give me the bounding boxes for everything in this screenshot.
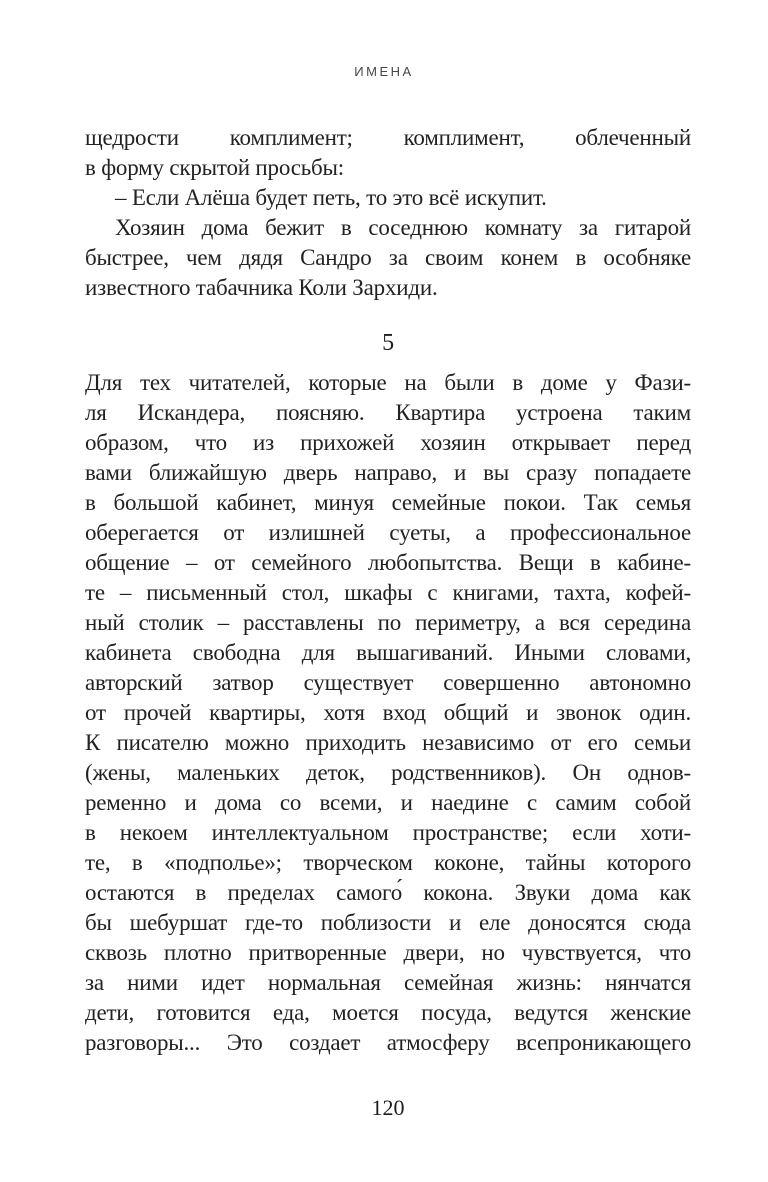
text-line: от прочей квартиры, хотя вход общий и звонок один. (85, 700, 691, 725)
text-line: авторский затвор существует совершенно автономно (85, 670, 691, 695)
text-line: образом, что из прихожей хозяин открывает перед (85, 430, 691, 455)
text-line: – Если Алёша будет петь, то это всё искупит. (115, 185, 547, 210)
paragraph (85, 183, 691, 213)
running-head: ИМЕНА (354, 64, 414, 79)
section-paragraphs (85, 368, 691, 1058)
paragraph (85, 368, 691, 1058)
text-line: сквозь плотно притворенные двери, но чувствуется, что (85, 940, 691, 965)
text-line: К писателю можно приходить независимо от его семьи (85, 730, 691, 755)
text-line: кабинета свободна для вышагиваний. Иными словами, (85, 640, 691, 665)
text-line: за ними идет нормальная семейная жизнь: нянчатся (85, 970, 691, 995)
text-line: разговоры... Это создает атмосферу всепроникающего (85, 1030, 691, 1055)
text-line: в форму скрытой просьбы: (85, 155, 344, 180)
paragraph (85, 213, 691, 303)
section-number: 5 (382, 330, 394, 356)
text-line: те – письменный стол, шкафы с книгами, тахта, кофей- (85, 580, 691, 605)
text-line: быстрее, чем дядя Сандро за своим конем в особняке (85, 245, 691, 270)
text-line: ля Искандера, поясняю. Квартира устроена таким (85, 400, 691, 425)
paragraph (85, 123, 691, 183)
text-line: щедрости комплимент; комплимент, облеченный (85, 125, 691, 150)
text-line: дети, готовится еда, моется посуда, ведутся женские (85, 1000, 691, 1025)
text-line: известного табачника Коли Зархиди. (85, 275, 438, 300)
text-column (85, 123, 691, 1123)
text-line: бы шебуршат где-то поблизости и еле доносятся сюда (85, 910, 691, 935)
intro-paragraphs (85, 123, 691, 303)
text-line: общение – от семейного любопытства. Вещи в кабине- (85, 550, 691, 575)
text-line: Для тех читателей, которые на были в доме у Фази- (85, 370, 691, 395)
text-line: остаются в пределах самого́ кокона. Звуки дома как (85, 880, 691, 905)
text-line: (жены, маленьких деток, родственников). Он однов- (85, 760, 691, 785)
text-line: Хозяин дома бежит в соседнюю комнату за гитарой (115, 215, 691, 240)
text-line: вами ближайшую дверь направо, и вы сразу попадаете (85, 460, 691, 485)
text-line: те, в «подполье»; творческом коконе, тайны которого (85, 850, 691, 875)
text-line: оберегается от излишней суеты, а профессиональное (85, 520, 691, 545)
text-line: в некоем интеллектуальном пространстве; если хоти- (85, 820, 691, 845)
text-line: ный столик – расставлены по периметру, а вся середина (85, 610, 691, 635)
text-line: ременно и дома со всеми, и наедине с самим собой (85, 790, 691, 815)
page-number: 120 (371, 1095, 405, 1120)
text-line: в большой кабинет, минуя семейные покои. Так семья (85, 490, 691, 515)
